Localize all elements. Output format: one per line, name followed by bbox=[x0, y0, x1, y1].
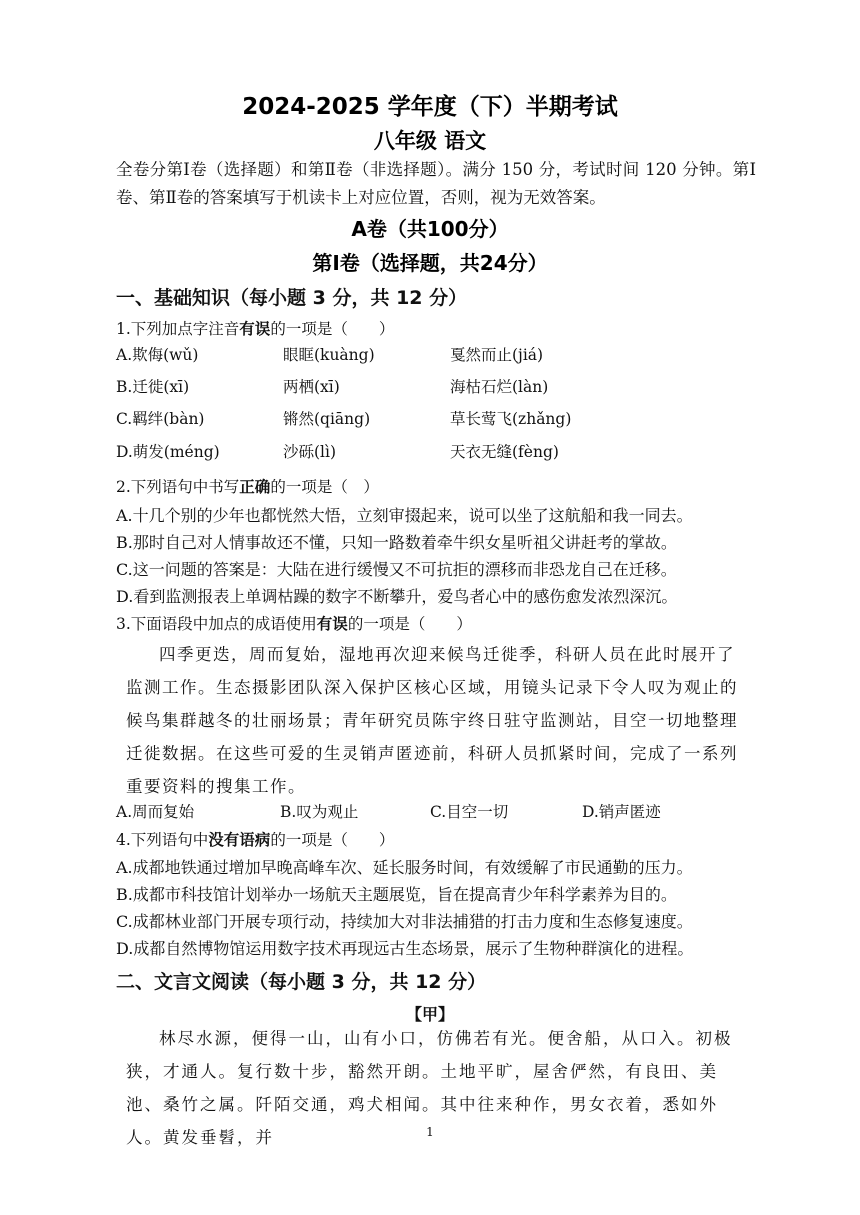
q3-choice-a: A.周而复始 bbox=[116, 803, 195, 821]
classical-passage-jia: 林尽水源，便得一山，山有小口，仿佛若有光。便舍船，从口入。初极狭，才通人。复行数十步，豁然开朗。土地平旷，屋舍俨然，有良田、美池、桑竹之属。阡陌交通，鸡犬相闻。其中往来种作，男女衣着，悉如外人。黄发垂髫，并 bbox=[126, 1029, 733, 1147]
q1-d-word3: 天衣无缝(fèng) bbox=[450, 443, 559, 461]
q1-a-word3: 戛然而止(jiá) bbox=[450, 346, 544, 364]
q1-d-word1: D.萌发(méng) bbox=[116, 443, 220, 461]
q2-stem-emphasis: 正确 bbox=[239, 478, 271, 496]
q3-stem-post: 的一项是（ ） bbox=[347, 615, 472, 633]
q2-option-a: A.十几个别的少年也都恍然大悟，立刻审掇起来，说可以坐了这航船和我一同去。 bbox=[116, 506, 693, 525]
q3-stem-emphasis: 有误 bbox=[316, 615, 348, 633]
q2-stem-pre: 2.下列语句中书写 bbox=[116, 478, 240, 496]
q4-option-c: C.成都林业部门开展专项行动，持续加大对非法捕猎的打击力度和生态修复速度。 bbox=[116, 912, 693, 931]
q2-stem-post: 的一项是（ ） bbox=[270, 478, 379, 496]
q1-c-word2: 锵然(qiāng) bbox=[283, 410, 371, 428]
q3-passage: 四季更迭，周而复始，湿地再次迎来候鸟迁徙季，科研人员在此时展开了监测工作。生态摄影团队深入保护区核心区域，用镜头记录下令人叹为观止的候鸟集群越冬的壮丽场景；青年研究员陈宇终日驻守监测站，目空一切地整理迁徙数据。在这些可爱的生灵销声匿迹前，科研人员抓紧时间，完成了一系列重要资料的搜集工作。 bbox=[126, 645, 738, 796]
q1-stem-pre: 1.下列加点字注音 bbox=[116, 320, 240, 338]
part-a-heading: A卷（共100分） bbox=[351, 217, 509, 241]
section-2-heading: 二、文言文阅读（每小题 3 分，共 12 分） bbox=[116, 971, 487, 993]
question-1-stem bbox=[116, 317, 394, 339]
passage-label-jia: 【甲】 bbox=[405, 1005, 454, 1024]
q1-a-word2: 眼眶(kuàng) bbox=[283, 346, 375, 364]
question-4-stem bbox=[116, 828, 394, 850]
q1-b-word3: 海枯石烂(làn) bbox=[450, 378, 549, 396]
q3-stem-pre: 3.下面语段中加点的成语使用 bbox=[116, 615, 317, 633]
q4-stem-emphasis: 没有语病 bbox=[208, 831, 271, 849]
q3-choice-d: D.销声匿迹 bbox=[582, 803, 661, 821]
question-3-stem bbox=[116, 612, 472, 634]
q4-option-b: B.成都市科技馆计划举办一场航天主题展览，旨在提高青少年科学素养为目的。 bbox=[116, 885, 677, 904]
q4-stem-post: 的一项是（ ） bbox=[270, 831, 395, 849]
q1-c-word1: C.羁绊(bàn) bbox=[116, 410, 205, 428]
exam-subtitle: 八年级 语文 bbox=[373, 129, 487, 153]
q3-choice-b: B.叹为观止 bbox=[280, 803, 359, 821]
q1-a-word1: A.欺侮(wǔ) bbox=[116, 346, 199, 364]
q4-option-a: A.成都地铁通过增加早晚高峰车次、延长服务时间，有效缓解了市民通勤的压力。 bbox=[116, 858, 693, 877]
q1-stem-post: 的一项是（ ） bbox=[270, 320, 395, 338]
volume-1-heading: 第Ⅰ卷（选择题，共24分） bbox=[312, 251, 548, 275]
q2-option-d: D.看到监测报表上单调枯躁的数字不断攀升，爱鸟者心中的感伤愈发浓烈深沉。 bbox=[116, 587, 678, 606]
exam-instructions: 全卷分第Ⅰ卷（选择题）和第Ⅱ卷（非选择题）。满分 150 分，考试时间 120 分钟。第Ⅰ卷、第Ⅱ卷的答案填写于机读卡上对应位置，否则，视为无效答案。 bbox=[116, 160, 756, 207]
q1-b-word1: B.迁徙(xī) bbox=[116, 378, 190, 396]
q3-choice-c: C.目空一切 bbox=[430, 803, 509, 821]
q1-stem-emphasis: 有误 bbox=[239, 320, 271, 338]
exam-title: 2024-2025 学年度（下）半期考试 bbox=[242, 94, 618, 120]
section-1-heading: 一、基础知识（每小题 3 分，共 12 分） bbox=[116, 287, 468, 309]
page-number: 1 bbox=[426, 1125, 434, 1139]
q1-c-word3: 草长莺飞(zhǎng) bbox=[450, 410, 572, 428]
q2-option-b: B.那时自己对人情事故还不懂，只知一路数着牵牛织女星听祖父讲赶考的掌故。 bbox=[116, 533, 677, 552]
q4-option-d: D.成都自然博物馆运用数字技术再现远古生态场景，展示了生物种群演化的进程。 bbox=[116, 939, 694, 958]
question-2-stem bbox=[116, 475, 379, 497]
q4-stem-pre: 4.下列语句中 bbox=[116, 831, 209, 849]
q1-d-word2: 沙砾(lì) bbox=[283, 443, 337, 461]
q1-b-word2: 两栖(xī) bbox=[283, 378, 340, 396]
q2-option-c: C.这一问题的答案是：大陆在进行缓慢又不可抗拒的漂移而非恐龙自己在迁移。 bbox=[116, 560, 677, 579]
